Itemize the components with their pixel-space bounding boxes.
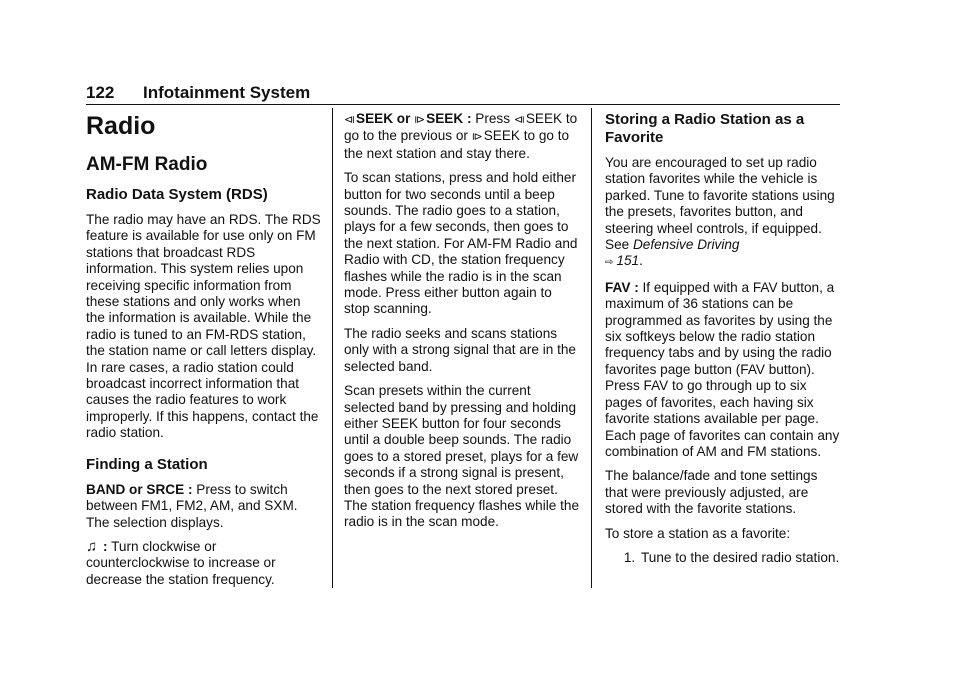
fav-text: If equipped with a FAV button, a maximum of 36 stations can be programmed as favorites by using the six softkeys below the radio station frequency tabs and by using the radio favorites page button (FAV button). Press FAV to go through up to six pages of favorites, each having six favorite stations available per page. Each page of favorites can contain any combination of AM and FM stations.	[605, 279, 840, 459]
intro-text: You are encouraged to set up radio station favorites while the vehicle is parked. Tune to favorite stations using the presets, favorites button, and steering wheel controls, if equipped. See	[605, 155, 835, 253]
rds-paragraph: The radio may have an RDS. The RDS feature is available for use only on FM stations that broadcast RDS information. This system relies upon receiving specific information from these stations and only works when the information is available. While the radio is tuned to an FM-RDS station, the station name or call letters display. In rare cases, a radio station could broadcast incorrect information that causes the radio features to work improperly. If this happens, contact the radio station.	[86, 212, 321, 441]
page-number: 122	[86, 83, 115, 102]
column-divider	[591, 108, 592, 588]
favorites-intro-paragraph	[605, 155, 841, 272]
store-instructions-paragraph: To store a station as a favorite:	[605, 525, 791, 541]
list-item: 1. Tune to the desired radio station.	[639, 550, 841, 566]
section-heading: AM-FM Radio	[86, 154, 208, 175]
seek-text-a: Press	[471, 111, 511, 126]
seek-next-icon: ⧐	[414, 114, 426, 126]
scan-paragraph: To scan stations, press and hold either button for two seconds until a beep sounds. The radio goes to a station, plays for a few seconds, then goes to the next station. For AM-FM Radio and Radio with CD, the station frequency flashes while the radio is in the scan mode. Press either button again to stop scanning.	[344, 170, 578, 317]
strong-signal-paragraph: The radio seeks and scans stations only with a strong signal that are in the selected band.	[344, 325, 576, 374]
fav-term: FAV :	[605, 279, 639, 295]
intro-end: .	[639, 253, 643, 269]
seek-previous-icon: ⧏	[513, 114, 525, 126]
page-reference-arrow-icon: ⇨	[605, 257, 614, 269]
section-title: Infotainment System	[143, 83, 311, 102]
band-paragraph	[86, 482, 322, 531]
seek-next-icon: ⧐	[471, 131, 483, 144]
seek-term-a: SEEK or	[356, 111, 411, 126]
column-right	[605, 110, 841, 566]
tune-text: Turn clockwise or counterclockwise to increase or decrease the station frequency.	[86, 538, 276, 587]
seek-previous-icon: ⧏	[344, 114, 355, 126]
storing-favorite-heading: Storing a Radio Station as a Favorite	[605, 111, 805, 146]
column-left	[86, 110, 322, 596]
store-steps-list	[605, 550, 841, 566]
band-text: Press to switch between FM1, FM2, AM, and SXM. The selection displays.	[86, 481, 298, 530]
page-header	[86, 82, 840, 105]
column-divider	[332, 108, 333, 588]
tune-term: :	[99, 538, 108, 554]
tune-knob-icon: ♫	[86, 537, 98, 555]
defensive-driving-link[interactable]: Defensive Driving	[632, 237, 740, 253]
balance-paragraph: The balance/fade and tone settings that were previously adjusted, are stored with the favorite stations.	[605, 468, 818, 517]
seek-text-c: SEEK to go to the next station and stay there.	[344, 128, 570, 161]
page-reference[interactable]: 151	[616, 253, 640, 269]
seek-paragraph	[344, 111, 580, 162]
rds-heading: Radio Data System (RDS)	[86, 186, 268, 203]
seek-text-b: SEEK to go to the previous or	[344, 111, 578, 144]
finding-station-heading: Finding a Station	[86, 455, 208, 473]
scan-presets-paragraph: Scan presets within the current selected band by pressing and holding either SEEK button for four seconds until a double beep sounds. The radio goes to a stored preset, plays for a few seconds if a strong signal is present, then goes to the next stored preset. The station frequency flashes while the radio is in the scan mode.	[344, 383, 580, 530]
chapter-heading: Radio	[86, 112, 156, 140]
band-term: BAND or SRCE :	[86, 481, 193, 497]
column-middle	[344, 110, 580, 539]
fav-paragraph	[605, 280, 841, 460]
tune-paragraph	[86, 539, 322, 588]
seek-term-b: SEEK :	[426, 111, 472, 126]
